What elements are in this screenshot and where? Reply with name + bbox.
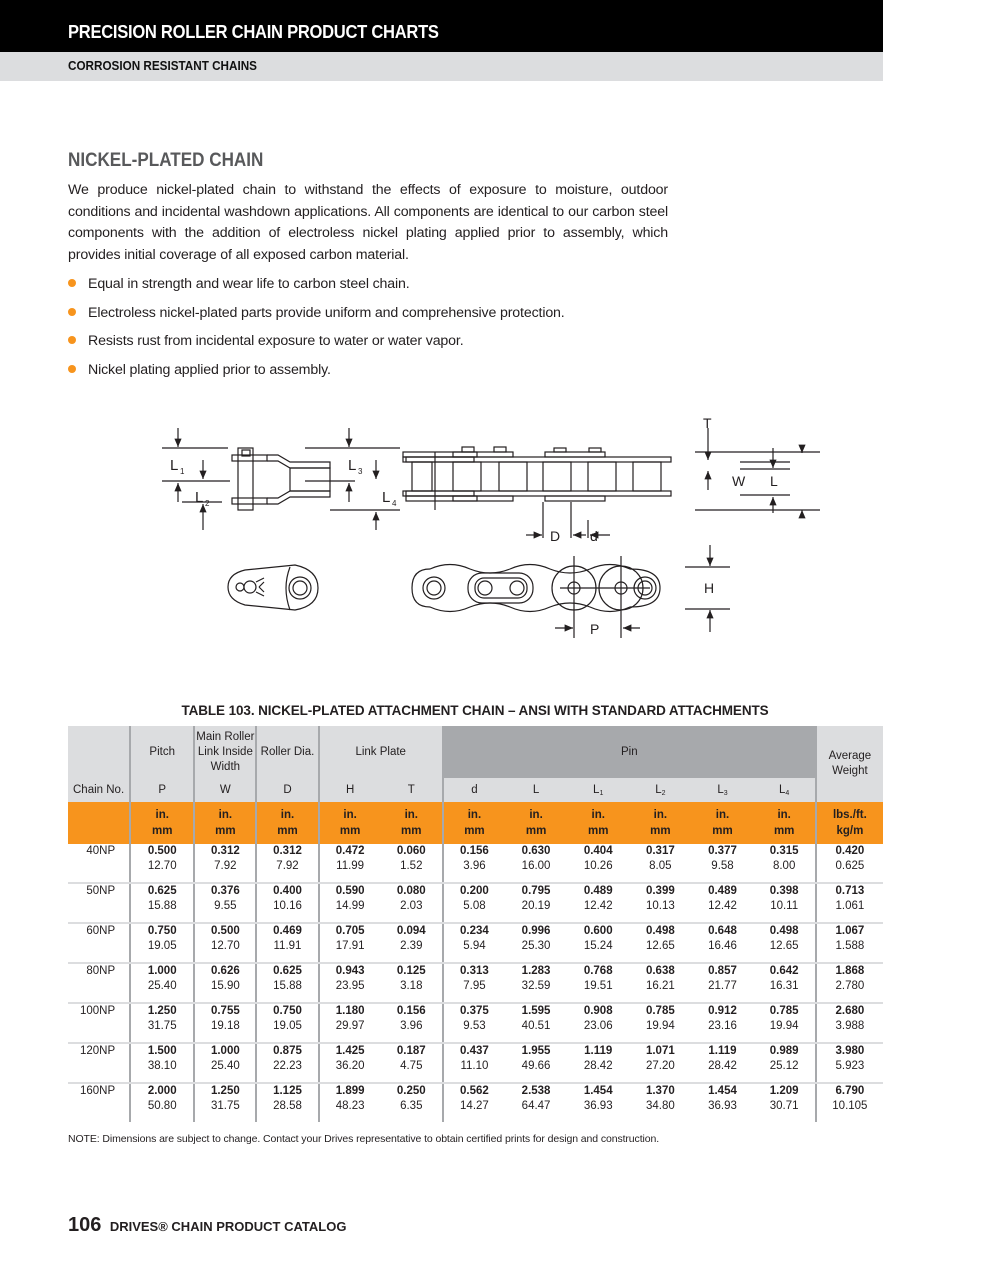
symbol-P: P <box>130 778 194 802</box>
units-blank <box>68 802 130 844</box>
svg-text:L: L <box>170 457 179 474</box>
value-cell: 0.399 10.13 <box>629 883 691 923</box>
svg-text:L: L <box>348 457 357 474</box>
value-cell: 0.713 1.061 <box>816 883 883 923</box>
value-cell: 0.400 10.16 <box>256 883 318 923</box>
feature-item: Nickel plating applied prior to assembly. <box>68 359 565 388</box>
value-cell: 0.908 23.06 <box>567 1003 629 1043</box>
value-cell: 1.454 36.93 <box>583 1085 613 1112</box>
value-cell: 1.425 36.20 <box>319 1043 381 1083</box>
svg-text:d: d <box>590 528 598 544</box>
value-cell: 0.625 15.88 <box>256 963 318 1003</box>
value-cell: 1.209 30.71 <box>769 1085 799 1112</box>
value-cell: 1.595 40.51 <box>505 1003 567 1043</box>
feature-item: Resists rust from incidental exposure to water or water vapor. <box>68 330 565 359</box>
chain-number: 60NP <box>68 923 130 963</box>
value-cell: 1.370 34.80 <box>645 1085 675 1112</box>
value-cell: 0.590 14.99 <box>319 883 381 923</box>
table-row <box>68 1043 883 1083</box>
svg-text:L: L <box>770 473 778 489</box>
symbol-W: W <box>194 778 256 802</box>
value-cell: 0.094 2.39 <box>381 923 443 963</box>
table-row <box>68 963 883 1003</box>
svg-text:H: H <box>704 580 715 596</box>
symbol-H: H <box>319 778 381 802</box>
value-cell: 0.312 7.92 <box>256 844 318 883</box>
value-cell: 0.625 15.88 <box>130 883 194 923</box>
spec-table <box>68 726 883 1122</box>
units-cell: in. mm <box>754 802 816 844</box>
value-cell: 0.912 23.16 <box>691 1003 753 1043</box>
value-cell: 1.125 28.58 <box>256 1083 318 1122</box>
header-pitch: Pitch <box>130 726 194 778</box>
value-cell: 1.180 29.97 <box>319 1003 381 1043</box>
value-cell: 0.857 21.77 <box>691 963 753 1003</box>
value-cell: 1.000 25.40 <box>194 1043 256 1083</box>
value-cell: 0.500 12.70 <box>130 844 194 883</box>
value-cell: 1.119 28.42 <box>567 1043 629 1083</box>
value-cell: 0.437 11.10 <box>443 1043 505 1083</box>
units-weight: lbs./ft. kg/m <box>816 802 883 844</box>
table-row <box>68 1083 883 1122</box>
value-cell: 0.156 3.96 <box>381 1003 443 1043</box>
header-avg-weight: Average Weight <box>816 726 883 802</box>
value-cell: 0.750 19.05 <box>256 1003 318 1043</box>
value-cell: 0.472 11.99 <box>319 844 381 883</box>
chain-number: 160NP <box>79 1085 116 1097</box>
value-cell: 0.642 16.31 <box>754 963 816 1003</box>
table-row <box>68 1003 883 1043</box>
page-header-title: PRECISION ROLLER CHAIN PRODUCT CHARTS <box>68 22 439 42</box>
value-cell: 0.377 9.58 <box>691 844 753 883</box>
units-cell: in. mm <box>629 802 691 844</box>
value-cell: 0.755 19.18 <box>194 1003 256 1043</box>
svg-text:3: 3 <box>358 467 363 476</box>
symbol-L3: $L_3$ <box>691 778 753 802</box>
value-cell: 0.489 12.42 <box>567 883 629 923</box>
table-title: TABLE 103. NICKEL-PLATED ATTACHMENT CHAIN – ANSI WITH STANDARD ATTACHMENTS <box>181 703 769 718</box>
value-cell: 0.404 10.26 <box>567 844 629 883</box>
svg-text:D: D <box>550 528 561 544</box>
bullet-dot-icon <box>68 308 76 316</box>
value-cell: 0.562 14.27 <box>443 1083 505 1122</box>
value-cell: 1.899 48.23 <box>319 1083 381 1122</box>
value-cell: 0.498 12.65 <box>629 923 691 963</box>
chain-number: 40NP <box>68 844 130 883</box>
svg-text:2: 2 <box>205 499 210 508</box>
value-cell: 1.454 36.93 <box>708 1085 737 1112</box>
page-number: 106 <box>68 1214 102 1236</box>
value-cell: 6.790 10.105 <box>816 1083 883 1122</box>
svg-text:1: 1 <box>180 467 185 476</box>
units-cell: in. mm <box>194 802 256 844</box>
value-cell: 0.795 20.19 <box>505 883 567 923</box>
value-cell: 0.875 22.23 <box>256 1043 318 1083</box>
units-cell: in. mm <box>443 802 505 844</box>
value-cell: 0.989 25.12 <box>754 1043 816 1083</box>
units-cell: in. mm <box>505 802 567 844</box>
value-cell: 1.500 38.10 <box>130 1043 194 1083</box>
header-main-roller: Main Roller Link Inside Width <box>194 726 256 778</box>
value-cell: 0.315 8.00 <box>754 844 816 883</box>
units-cell: in. mm <box>130 802 194 844</box>
symbol-d: d <box>443 778 505 802</box>
symbol-T: T <box>381 778 443 802</box>
feature-item: Equal in strength and wear life to carbon steel chain. <box>68 273 565 302</box>
units-cell: in. mm <box>381 802 443 844</box>
value-cell: 0.375 9.53 <box>443 1003 505 1043</box>
value-cell: 0.317 8.05 <box>629 844 691 883</box>
value-cell: 0.705 17.91 <box>319 923 381 963</box>
value-cell: 0.376 9.55 <box>194 883 256 923</box>
catalog-name: DRIVES® CHAIN PRODUCT CATALOG <box>109 1219 347 1234</box>
table-row <box>68 883 883 923</box>
value-cell: 0.638 16.21 <box>629 963 691 1003</box>
value-cell: 1.119 28.42 <box>691 1043 753 1083</box>
value-cell: 0.060 1.52 <box>381 844 443 883</box>
side-view-chain <box>305 415 820 544</box>
value-cell: 2.538 64.47 <box>521 1085 551 1112</box>
chain-number: 50NP <box>68 883 130 923</box>
value-cell: 1.250 31.75 <box>194 1083 256 1122</box>
spec-table-container <box>68 726 883 1122</box>
units-cell: in. mm <box>691 802 753 844</box>
value-cell: 0.648 16.46 <box>691 923 753 963</box>
top-view-attachment <box>228 565 318 610</box>
value-cell: 0.156 3.96 <box>443 844 505 883</box>
symbol-L4: $L_4$ <box>754 778 816 802</box>
value-cell: 0.200 5.08 <box>443 883 505 923</box>
units-cell: in. mm <box>319 802 381 844</box>
value-cell: 0.785 19.94 <box>754 1003 816 1043</box>
symbol-L2: $L_2$ <box>629 778 691 802</box>
value-cell: 0.630 16.00 <box>505 844 567 883</box>
bullet-dot-icon <box>68 365 76 373</box>
section-title: NICKEL-PLATED CHAIN <box>68 150 264 171</box>
value-cell: 0.187 4.75 <box>381 1043 443 1083</box>
value-cell: 0.626 15.90 <box>194 963 256 1003</box>
value-cell: 0.785 19.94 <box>629 1003 691 1043</box>
page-header-subtitle: CORROSION RESISTANT CHAINS <box>68 58 257 73</box>
feature-item: Electroless nickel-plated parts provide uniform and comprehensive protection. <box>68 302 565 331</box>
units-cell: in. mm <box>256 802 318 844</box>
bullet-dot-icon <box>68 336 76 344</box>
value-cell: 1.071 27.20 <box>629 1043 691 1083</box>
symbol-L1: $L_1$ <box>567 778 629 802</box>
value-cell: 0.234 5.94 <box>443 923 505 963</box>
svg-text:4: 4 <box>392 499 397 508</box>
chain-number: 120NP <box>68 1043 130 1083</box>
value-cell: 2.000 50.80 <box>130 1083 194 1122</box>
svg-text:L: L <box>195 489 204 506</box>
value-cell: 0.943 23.95 <box>319 963 381 1003</box>
header-roller-dia: Roller Dia. <box>256 726 318 778</box>
value-cell: 1.250 31.75 <box>130 1003 194 1043</box>
header-pin: Pin <box>443 726 816 778</box>
side-view-attachment <box>162 428 330 530</box>
value-cell: 0.398 10.11 <box>754 883 816 923</box>
value-cell: 1.000 25.40 <box>130 963 194 1003</box>
bullet-dot-icon <box>68 279 76 287</box>
value-cell: 0.768 19.51 <box>567 963 629 1003</box>
table-row <box>68 923 883 963</box>
value-cell: 0.750 19.05 <box>130 923 194 963</box>
intro-paragraph: We produce nickel-plated chain to withstand the effects of exposure to moisture, outdoor conditions and incidental washdown applications. All components are identical to our carbon steel components with the addition of electroless nickel plating applied prior to assembly, which provides initial coverage of all exposed carbon material. <box>68 182 668 263</box>
chain-number: 100NP <box>68 1003 130 1043</box>
chain-number: 80NP <box>68 963 130 1003</box>
value-cell: 0.469 11.91 <box>256 923 318 963</box>
value-cell: 0.125 3.18 <box>381 963 443 1003</box>
top-view-chain <box>412 545 730 638</box>
value-cell: 0.312 7.92 <box>194 844 256 883</box>
units-cell: in. mm <box>567 802 629 844</box>
svg-text:P: P <box>590 621 600 637</box>
chain-dimension-diagram <box>150 410 820 650</box>
value-cell: 1.868 2.780 <box>816 963 883 1003</box>
value-cell: 0.498 12.65 <box>754 923 816 963</box>
value-cell: 0.313 7.95 <box>443 963 505 1003</box>
value-cell: 0.489 12.42 <box>691 883 753 923</box>
value-cell: 2.680 3.988 <box>816 1003 883 1043</box>
header-link-plate: Link Plate <box>319 726 443 778</box>
value-cell: 1.283 32.59 <box>505 963 567 1003</box>
value-cell: 1.067 1.588 <box>816 923 883 963</box>
spec-table-body <box>68 844 883 1122</box>
svg-text:T: T <box>703 415 712 431</box>
value-cell: 0.600 15.24 <box>567 923 629 963</box>
value-cell: 0.500 12.70 <box>194 923 256 963</box>
value-cell: 3.980 5.923 <box>816 1043 883 1083</box>
value-cell: 1.955 49.66 <box>505 1043 567 1083</box>
svg-text:L: L <box>382 489 391 506</box>
table-note: NOTE: Dimensions are subject to change. Contact your Drives representative to obtain certified prints for design and construction. <box>68 1133 660 1145</box>
symbol-D: D <box>256 778 318 802</box>
svg-text:W: W <box>732 473 746 489</box>
value-cell: 0.250 6.35 <box>396 1085 426 1112</box>
header-chain-no: Chain No. <box>68 726 130 802</box>
table-row <box>68 844 883 883</box>
value-cell: 0.420 0.625 <box>816 844 883 883</box>
feature-list <box>68 273 565 387</box>
value-cell: 0.080 2.03 <box>381 883 443 923</box>
symbol-L: L <box>505 778 567 802</box>
page-footer <box>68 1214 346 1237</box>
value-cell: 0.996 25.30 <box>505 923 567 963</box>
